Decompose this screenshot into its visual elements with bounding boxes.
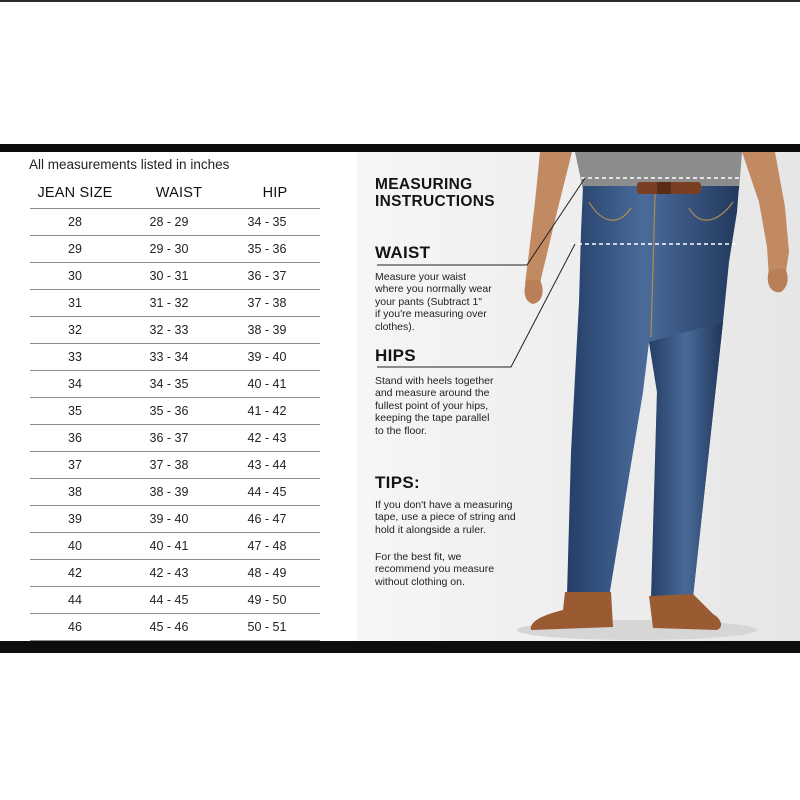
hip-cell: 43 - 44 — [247, 458, 287, 472]
tips-fit-text: For the best fit, we recommend you measure without clothing on. — [375, 551, 495, 588]
table-row — [30, 263, 320, 290]
measurement-caption: All measurements listed in inches — [29, 157, 230, 172]
hip-cell: 48 - 49 — [247, 566, 287, 580]
jean-size-cell: 35 — [68, 404, 82, 418]
hip-cell: 41 - 42 — [247, 404, 287, 418]
table-row — [30, 506, 320, 533]
jean-size-cell: 40 — [68, 539, 82, 553]
hip-cell: 36 - 37 — [247, 269, 287, 283]
waist-cell: 32 - 33 — [149, 323, 189, 337]
hip-cell: 44 - 45 — [247, 485, 287, 499]
tips-heading: TIPS: — [375, 473, 420, 492]
waist-cell: 30 - 31 — [149, 269, 189, 283]
waist-cell: 31 - 32 — [149, 296, 189, 310]
hip-cell: 42 - 43 — [247, 431, 287, 445]
hips-instructions: Stand with heels together and measure around the fullest point of your hips, keeping the tape parallel to the floor. — [375, 375, 494, 437]
waist-cell: 39 - 40 — [149, 512, 189, 526]
table-row — [30, 317, 320, 344]
hip-cell: 46 - 47 — [247, 512, 287, 526]
bottom-black-bar — [0, 641, 800, 653]
hip-cell: 49 - 50 — [247, 593, 287, 607]
jean-size-cell: 46 — [68, 620, 82, 634]
jean-size-cell: 32 — [68, 323, 82, 337]
table-row — [30, 290, 320, 317]
top-black-bar — [0, 144, 800, 152]
jean-size-cell: 42 — [68, 566, 82, 580]
jean-size-cell: 38 — [68, 485, 82, 499]
table-row — [30, 425, 320, 452]
waist-cell: 40 - 41 — [149, 539, 189, 553]
jean-size-cell: 31 — [68, 296, 82, 310]
waist-cell: 44 - 45 — [149, 593, 189, 607]
waist-cell: 34 - 35 — [149, 377, 189, 391]
tips-text: If you don't have a measuring tape, use a piece of string and hold it alongside a ruler. — [375, 499, 516, 536]
jean-size-cell: 37 — [68, 458, 82, 472]
table-row — [30, 533, 320, 560]
table-row — [30, 587, 320, 614]
instructions-title: MEASURING INSTRUCTIONS — [375, 176, 495, 210]
hip-cell: 37 - 38 — [247, 296, 287, 310]
waist-cell: 45 - 46 — [149, 620, 189, 634]
table-row — [30, 398, 320, 425]
jean-size-cell: 29 — [68, 242, 82, 256]
table-row — [30, 208, 320, 236]
jean-size-cell: 30 — [68, 269, 82, 283]
table-row — [30, 371, 320, 398]
top-border — [0, 0, 800, 2]
hip-cell: 39 - 40 — [247, 350, 287, 364]
header-waist: WAIST — [155, 185, 203, 201]
waist-cell: 28 - 29 — [149, 215, 189, 229]
table-row — [30, 452, 320, 479]
jean-size-cell: 33 — [68, 350, 82, 364]
jean-size-cell: 28 — [68, 215, 82, 229]
table-row — [30, 479, 320, 506]
waist-cell: 42 - 43 — [149, 566, 189, 580]
hip-cell: 40 - 41 — [247, 377, 287, 391]
waist-heading: WAIST — [375, 243, 431, 262]
table-row — [30, 560, 320, 587]
waist-cell: 37 - 38 — [149, 458, 189, 472]
table-header — [30, 185, 320, 207]
hip-cell: 50 - 51 — [247, 620, 287, 634]
waist-cell: 36 - 37 — [149, 431, 189, 445]
table-row — [30, 344, 320, 371]
jean-size-cell: 34 — [68, 377, 82, 391]
table-row — [30, 236, 320, 263]
waist-cell: 38 - 39 — [149, 485, 189, 499]
header-hip: HIP — [262, 185, 288, 201]
table-row — [30, 614, 320, 641]
hip-cell: 35 - 36 — [247, 242, 287, 256]
hips-heading: HIPS — [375, 346, 416, 365]
jean-size-cell: 44 — [68, 593, 82, 607]
header-jean-size: JEAN SIZE — [37, 185, 113, 201]
waist-cell: 35 - 36 — [149, 404, 189, 418]
waist-instructions: Measure your waist where you normally wear your pants (Subtract 1" if you're measuring over clothes). — [375, 271, 492, 333]
size-table — [30, 208, 320, 641]
jean-size-cell: 39 — [68, 512, 82, 526]
hip-cell: 47 - 48 — [247, 539, 287, 553]
hip-cell: 34 - 35 — [247, 215, 287, 229]
jean-size-cell: 36 — [68, 431, 82, 445]
waist-cell: 29 - 30 — [149, 242, 189, 256]
waist-cell: 33 - 34 — [149, 350, 189, 364]
hip-cell: 38 - 39 — [247, 323, 287, 337]
